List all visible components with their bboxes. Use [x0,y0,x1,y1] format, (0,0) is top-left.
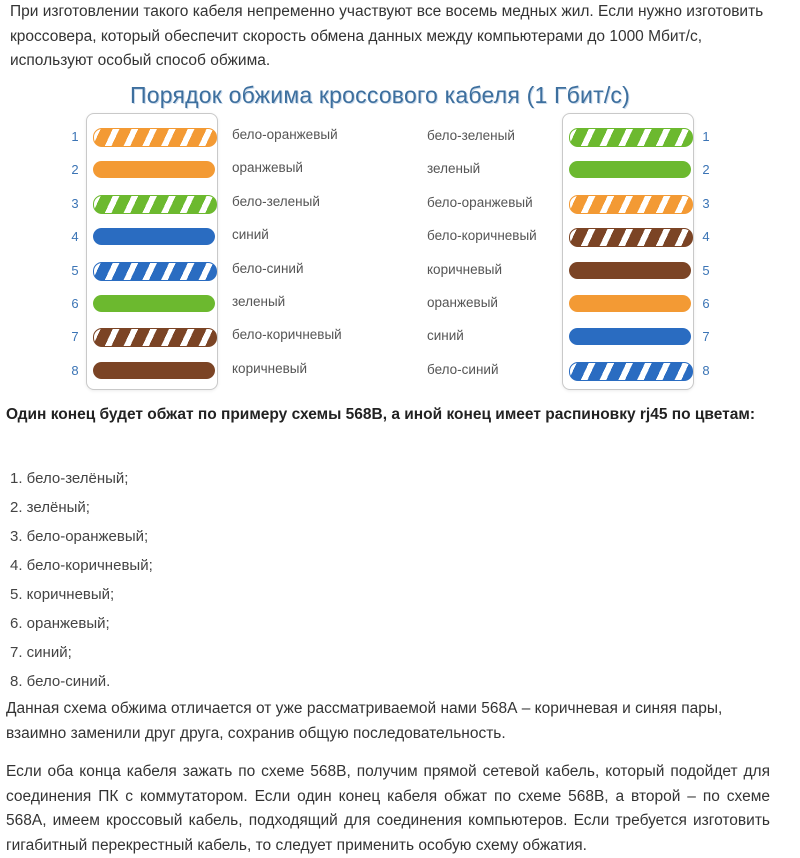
right-wire [569,295,691,312]
right-pin-number: 3 [702,195,710,211]
left-pin-number: 5 [71,262,79,278]
left-wire [93,262,217,281]
left-wire-label: коричневый [232,360,308,376]
right-wire [569,362,693,381]
left-wire-label: бело-оранжевый [232,127,338,142]
right-pin-number: 4 [702,229,710,245]
left-pin-number: 2 [71,162,79,178]
right-wire-label: коричневый [427,261,503,277]
right-wire-label: бело-синий [427,361,499,377]
left-wire [93,161,215,178]
right-wire [569,328,691,345]
pinout-heading: Один конец будет обжат по примеру схемы 568В, а иной конец имеет распиновку rj45 по цветам: [6,406,756,423]
left-pin-number: 7 [71,329,79,345]
right-wire [569,128,693,147]
right-wire-label: синий [427,328,464,344]
list-item: 3. бело-оранжевый; [10,528,149,545]
left-wire [93,295,215,312]
list-item: 1. бело-зелёный; [10,470,129,487]
list-item: 2. зелёный; [10,499,90,516]
right-wire-label: зеленый [427,161,481,177]
left-wire-label: оранжевый [232,160,303,176]
right-pin-number: 1 [702,129,710,144]
left-pin-number: 8 [71,362,79,378]
right-pin-number: 2 [702,162,710,178]
right-wire-label: бело-зеленый [427,128,515,143]
left-wire-label: бело-синий [232,260,304,276]
difference-paragraph: Данная схема обжима отличается от уже рассматриваемой нами 568А – коричневая и синяя пары, взаимно заменили друг друга, сохранив общую последовательность. [6,700,723,742]
intro-paragraph: При изготовлении такого кабеля непременно участвуют все восемь медных жил. Если нужно изготовить кроссовера, который обеспечит скорость обмена данных между компьютерами до 1000 Мбит/с, используют особый способ обжима. [10,3,764,69]
right-connector [562,113,694,390]
left-pin-number: 4 [71,229,79,245]
left-wire [93,195,217,214]
right-pin-number: 7 [702,329,710,345]
list-item: 6. оранжевый; [10,615,110,632]
right-wire [569,195,693,214]
conclusion-paragraph: Если оба конца кабеля зажать по схеме 568В, получим прямой сетевой кабель, который подойдет для соединения ПК с коммутатором. Если один конец кабеля обжат по схеме 568В, а второй – по схеме 568А, имеем кроссовый кабель, подходящий для соединения компьютеров. Если требуется изготовить гигабитный перекрестный кабель, то следует применить особую схему обжатия. [6,763,770,854]
left-wire-label: бело-коричневый [232,327,342,343]
right-pin-number: 5 [702,262,710,278]
list-item: 7. синий; [10,644,72,661]
right-wire-label: оранжевый [427,295,498,310]
right-wire [569,262,691,279]
crossover-diagram [0,78,800,398]
right-wire-label: бело-оранжевый [427,194,533,210]
left-wire [93,228,215,245]
left-wire-label: зеленый [232,294,286,309]
list-item: 5. коричневый; [10,586,115,603]
list-item: 4. бело-коричневый; [10,557,153,574]
right-pin-number: 8 [702,362,710,378]
diagram-title: Порядок обжима кроссового кабеля (1 Гбит/с) [130,82,630,108]
left-wire [93,128,217,147]
right-wire [569,228,693,247]
left-wire [93,328,217,347]
left-pin-number: 3 [71,195,79,211]
left-wire [93,362,215,379]
left-connector [86,113,218,390]
list-item: 8. бело-синий. [10,673,111,690]
left-pin-number: 1 [71,129,79,144]
pinout-list [0,467,153,699]
left-wire-label: бело-зеленый [232,193,320,209]
left-wire-label: синий [232,227,269,243]
right-pin-number: 6 [702,296,710,311]
right-wire-label: бело-коричневый [427,228,537,244]
right-wire [569,161,691,178]
left-pin-number: 6 [71,296,79,311]
